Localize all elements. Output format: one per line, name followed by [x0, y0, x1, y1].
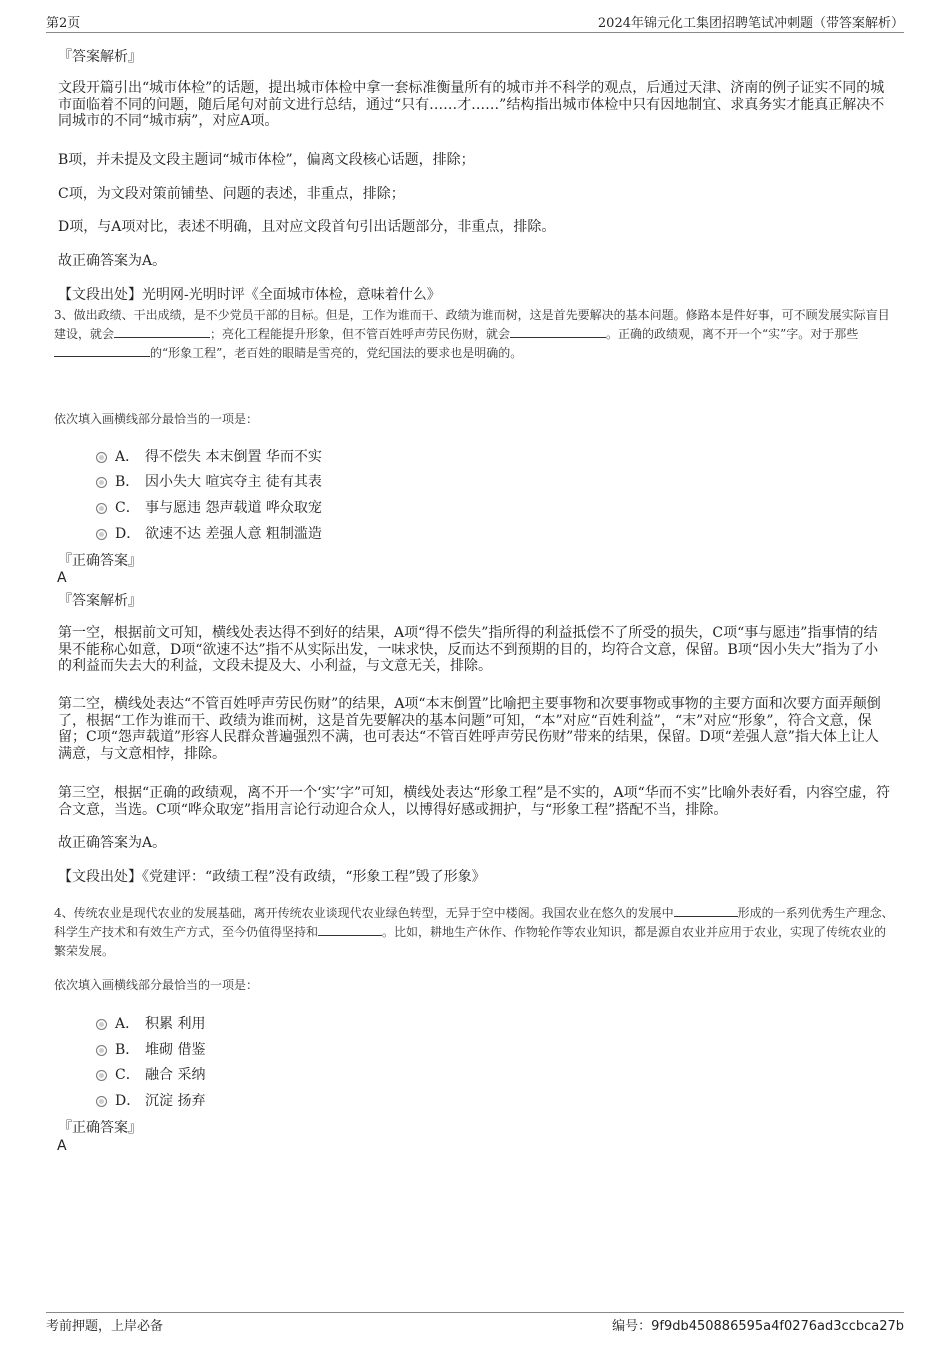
page-header — [46, 12, 904, 33]
radio-icon[interactable] — [96, 452, 107, 463]
option-text: 得不偿失 本末倒置 华而不实 — [145, 449, 322, 465]
q4-blank-2 — [318, 923, 382, 936]
q3-analysis-p1: 第一空，根据前文可知，横线处表达得不到好的结果，A项“得不偿失”指所得的利益抵偿不了所受的损失，C项“事与愿违”指事情的结果不能称心如意，D项“欲速不达”指不从实际出发，一味求快，反而达不到预期的目的，均符合文意，保留。B项“因小失大”指为了小的利益而失去大的利益，文段未提及大、小利益，与文意无关，排除。 — [58, 625, 879, 674]
q3-blank-2 — [510, 325, 606, 338]
page-number: 第2页 — [46, 16, 81, 31]
q3-analysis-p3: 第三空，根据“正确的政绩观，离不开一个‘实’字”可知，横线处表达“形象工程”是不实的，A项“华而不实”比喻外表好看，内容空虚，符合文意，当选。C项“哗众取宠”指用言论行动迎合众人，以博得好感或拥护，与“形象工程”搭配不当，排除。 — [58, 785, 890, 818]
q3-stem-part2: ；亮化工程能提升形象，但不管百姓呼声劳民伤财，就会 — [210, 327, 511, 341]
footer-slogan: 考前押题，上岸必备 — [46, 1319, 164, 1334]
option-text: 融合 采纳 — [145, 1067, 206, 1083]
q3-analysis-label: 『答案解析』 — [58, 593, 142, 609]
q4-correct-label: 『正确答案』 — [58, 1120, 142, 1136]
q3-stem — [54, 306, 896, 363]
option-text: 事与愿违 怨声载道 哗众取宠 — [145, 500, 322, 516]
q3-prompt: 依次填入画横线部分最恰当的一项是： — [54, 412, 259, 426]
radio-icon[interactable] — [96, 1019, 107, 1030]
q4-prompt: 依次填入画横线部分最恰当的一项是： — [54, 978, 259, 992]
option-letter: C． — [115, 1067, 140, 1083]
footer-code-value: 9f9db450886595a4f0276ad3ccbca27b — [651, 1319, 904, 1334]
q3-analysis-p2: 第二空，横线处表达“不管百姓呼声劳民伤财”的结果，A项“本末倒置”比喻把主要事物和次要事物或事物的主要方面和次要方面弄颠倒了，根据“工作为谁而干、政绩为谁而树，这是首先要解决的基本问题”可知，“本”对应“百姓利益”，“末”对应“形象”，符合文意，保留；C项“怨声载道”形容人民群众普遍强烈不满，也可表达“不管百姓呼声劳民伤财”带来的结果，保留。D项“差强人意”指大体上让人满意，与文意相悖，排除。 — [58, 696, 881, 762]
radio-icon[interactable] — [96, 477, 107, 488]
option-letter: D． — [115, 526, 141, 542]
q3-blank-3 — [54, 344, 150, 357]
q2-analysis-label: 『答案解析』 — [58, 49, 142, 65]
radio-icon[interactable] — [96, 503, 107, 514]
q4-option-b[interactable] — [96, 1039, 205, 1059]
option-letter: A． — [115, 1016, 140, 1032]
radio-icon[interactable] — [96, 1096, 107, 1107]
q3-stem-part1: 3、做出政绩、干出成绩，是不少党员干部的目标。但是，工作为谁而干、政绩为谁而树，这是首先要解决的基本问题。修路本是件好事，可不顾发展实际盲目建设，就会 — [54, 308, 890, 341]
q4-stem-part1: 4、传统农业是现代农业的发展基础，离开传统农业谈现代农业绿色转型，无异于空中楼阁。我国农业在悠久的发展中 — [54, 906, 674, 920]
q2-analysis-p1: 文段开篇引出“城市体检”的话题，提出城市体检中拿一套标准衡量所有的城市并不科学的观点，后通过天津、济南的例子证实不同的城市面临着不同的问题，随后尾句对前文进行总结，通过“只有……才……”结构指出城市体检中只有因地制宜、求真务实才能真正解决不同城市的不同“城市病”，对应A项。 — [58, 80, 885, 129]
q4-correct-answer: A — [57, 1138, 67, 1154]
q3-stem-part4: 的“形象工程”，老百姓的眼睛是雪亮的，党纪国法的要求也是明确的。 — [150, 346, 523, 360]
q3-option-a[interactable] — [96, 446, 322, 466]
footer-code-label: 编号： — [612, 1319, 652, 1334]
option-letter: D． — [115, 1093, 141, 1109]
q2-analysis-p4: D项，与A项对比，表述不明确，且对应文段首句引出话题部分，非重点，排除。 — [58, 219, 556, 235]
q4-option-a[interactable] — [96, 1013, 205, 1033]
document-title: 2024年锦元化工集团招聘笔试冲刺题（带答案解析） — [597, 16, 904, 31]
q4-option-c[interactable] — [96, 1064, 205, 1084]
q3-stem-part3: 。正确的政绩观，离不开一个“实”字。对于那些 — [606, 327, 859, 341]
option-text: 欲速不达 差强人意 粗制滥造 — [145, 526, 322, 542]
option-letter: C． — [115, 500, 140, 516]
option-letter: B． — [115, 1042, 140, 1058]
q4-stem — [54, 904, 896, 961]
option-text: 因小失大 喧宾夺主 徒有其表 — [145, 474, 322, 490]
q2-analysis-p3: C项，为文段对策前铺垫、问题的表述，非重点，排除； — [58, 186, 405, 202]
q4-stem-part3: 。比如，耕地生产休作、作物轮作等农业知识，都是源自农业并应用于农业，实现了传统农业的繁荣发展。 — [54, 925, 887, 958]
radio-icon[interactable] — [96, 1045, 107, 1056]
q4-blank-1 — [674, 904, 738, 917]
option-letter: A． — [115, 449, 140, 465]
option-text: 堆砌 借鉴 — [145, 1042, 206, 1058]
q4-stem-part2: 形成的一系列优秀生产理念、科学生产技术和有效生产方式，至今仍值得坚持和 — [54, 906, 894, 939]
q2-conclusion: 故正确答案为A。 — [58, 253, 167, 269]
q4-option-d[interactable] — [96, 1090, 205, 1110]
option-text: 沉淀 扬弃 — [145, 1093, 206, 1109]
radio-icon[interactable] — [96, 529, 107, 540]
q3-option-d[interactable] — [96, 523, 322, 543]
q3-conclusion: 故正确答案为A。 — [58, 835, 167, 851]
q2-source: 【文段出处】光明网-光明时评《全面城市体检，意味着什么》 — [58, 287, 441, 303]
q3-correct-answer: A — [57, 570, 67, 586]
q3-source: 【文段出处】《党建评：“政绩工程”没有政绩，“形象工程”毁了形象》 — [58, 869, 486, 885]
radio-icon[interactable] — [96, 1070, 107, 1081]
q3-correct-label: 『正确答案』 — [58, 553, 142, 569]
q3-option-c[interactable] — [96, 497, 322, 517]
footer-code — [612, 1315, 904, 1334]
option-letter: B． — [115, 474, 140, 490]
q3-option-b[interactable] — [96, 471, 322, 491]
q3-blank-1 — [114, 325, 210, 338]
option-text: 积累 利用 — [145, 1016, 206, 1032]
page-footer — [46, 1312, 904, 1334]
q2-analysis-p2: B项，并未提及文段主题词“城市体检”，偏离文段核心话题，排除； — [58, 152, 475, 168]
